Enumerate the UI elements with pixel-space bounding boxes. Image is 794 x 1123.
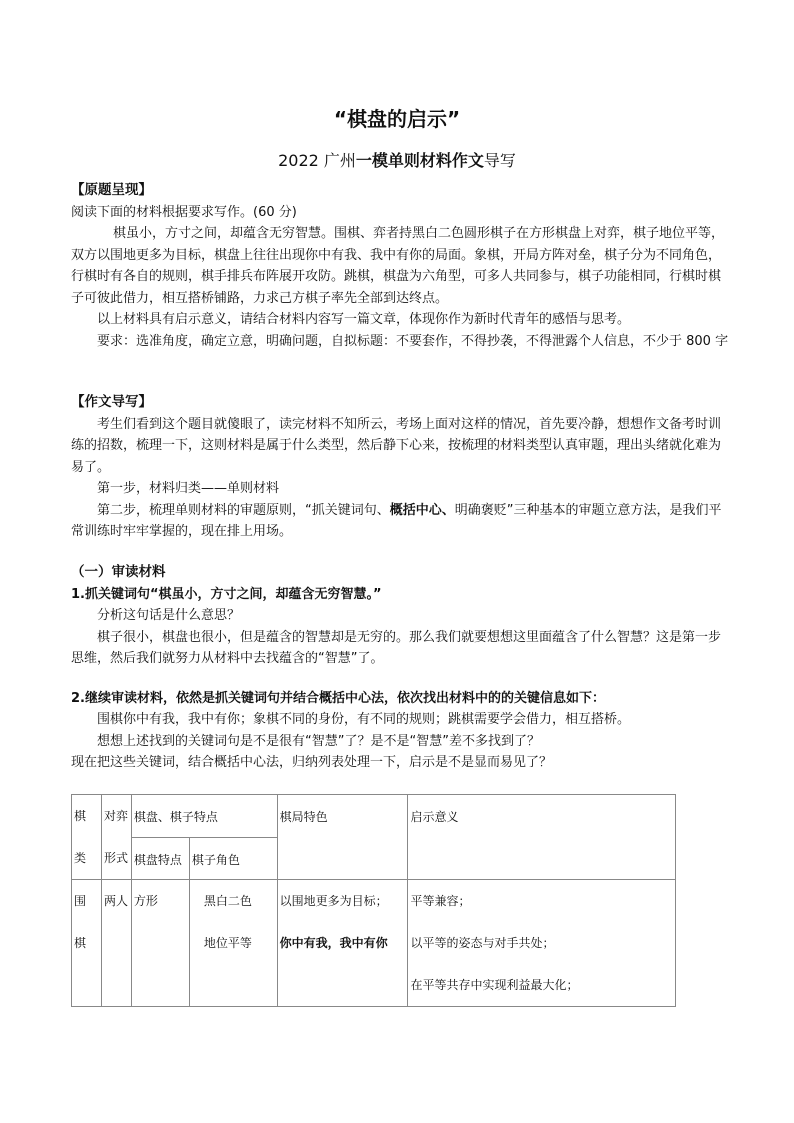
text-run: 第二步，梳理单则材料的审题原则，“抓关键词句、 [97,502,390,518]
cell-text: 棋 [74,809,87,823]
cell-text: 以围地更多为目标； [279,894,388,908]
paragraph: 分析这句话是什么意思？ [97,608,241,623]
section-heading: 【原题呈现】 [71,182,152,198]
cell-text: 以平等的姿态与对手共处； [410,936,555,950]
paragraph: 第一步，材料归类——单则材料 [97,481,280,496]
cell-text: 类 [74,851,87,865]
text-run: 明确褒贬”三种基本的审题立意方法，是我们平常训练时牢牢掌握的，现在排上用场。 [71,502,722,539]
subtitle-prefix: 2022 广州 [278,151,356,170]
cell-text: 棋 [74,936,87,950]
table-cell [72,880,102,1007]
cell-text: 你中有我，我中有你 [279,936,388,950]
cell-text: 围 [74,894,87,908]
table-cell [277,880,408,1007]
paragraph [71,500,731,543]
section-heading: （一）审读材料 [71,564,166,580]
summary-table [71,794,676,1007]
spacer [71,670,731,688]
cell-text: 地位平等 [203,936,252,950]
section-writing-guide [71,392,731,543]
point-heading: 1.抓关键词句“棋虽小，方寸之间，却蕴含无穷智慧。” [71,586,382,602]
cell-text: 平等兼容； [410,894,471,908]
table-cell [101,795,131,880]
paragraph: 现在把这些关键词，结合概括中心法，归纳列表处理一下，启示是不是显而易见了？ [71,755,553,770]
table-cell [189,880,277,1007]
paragraph: 棋子很小，棋盘也很小，但是蕴含的智慧却是无穷的。那么我们就要想想这里面蕴含了什么智慧？这是第一步思维，然后我们就努力从材料中去找蕴含的“智慧”了。 [71,629,722,666]
paragraph: 要求：选准角度，确定立意，明确问题，自拟标题：不要套作，不得抄袭，不得泄露个人信息，不少于 800 字 [97,333,729,349]
table-cell [72,795,102,880]
point-heading: 2.继续审读材料，依然是抓关键词句并结合概括中心法，依次找出材料中的的关键信息如下： [71,690,605,706]
table-header-row [72,795,676,838]
section-reading-material [71,562,731,774]
paragraph: 棋虽小，方寸之间，却蕴含无穷智慧。围棋、弈者持黑白二色圆形棋子在方形棋盘上对弈，棋子地位平等，双方以围地更多为目标，棋盘上往往出现你中有我、我中有你的局面。象棋，开局方阵对垒，棋子分为不同角色，行棋时有各自的规则，棋手排兵布阵展开攻防。跳棋，棋盘为六角型，可多人共同参与，棋子功能相同，行棋时棋子可彼此借力，相互搭桥铺路，力求己方棋子率先全部到达终点。 [71,226,725,306]
subtitle-bold: 一模单则材料作文 [355,151,484,170]
paragraph: 围棋你中有我，我中有你；象棋不同的身份，有不同的规则；跳棋需要学会借力，相互搭桥。 [97,712,631,727]
table-cell: 棋盘特点 [131,837,189,880]
section-original-question [71,180,731,352]
table-cell: 棋盘、棋子特点 [131,795,277,838]
table-row [72,880,676,1007]
document-title: “棋盘的启示” [333,107,461,131]
cell-text: 在平等共存中实现利益最大化； [410,978,579,992]
document-subtitle [0,148,794,171]
cell-text: 形式 [103,851,128,865]
cell-text: 对弈 [103,809,128,823]
table-cell: 棋局特色 [277,795,408,880]
paragraph: 考生们看到这个题目就傻眼了，读完材料不知所云，考场上面对这样的情况，首先要冷静，想想作文备考时训练的招数，梳理一下，这则材料是属于什么类型，然后静下心来，按梳理的材料类型认真审题，理出头绪就化难为易了。 [71,416,722,475]
table-cell: 棋子角色 [189,837,277,880]
table-cell [408,880,676,1007]
paragraph: 阅读下面的材料根据要求写作。(60 分) [71,204,297,220]
paragraph: 想想上述找到的关键词句是不是很有“智慧”了？是不是“智慧”差不多找到了？ [97,733,540,749]
paragraph: 以上材料具有启示意义，请结合材料内容写一篇文章，体现你作为新时代青年的感悟与思考。 [97,312,631,327]
cell-text: 黑白二色 [203,894,252,908]
subtitle-suffix: 导写 [483,151,516,170]
table-cell: 启示意义 [408,795,676,880]
table-cell: 两人 [101,880,131,1007]
table-cell: 方形 [131,880,189,1007]
bold-run: 概括中心、 [389,502,455,518]
section-heading: 【作文导写】 [71,394,152,410]
